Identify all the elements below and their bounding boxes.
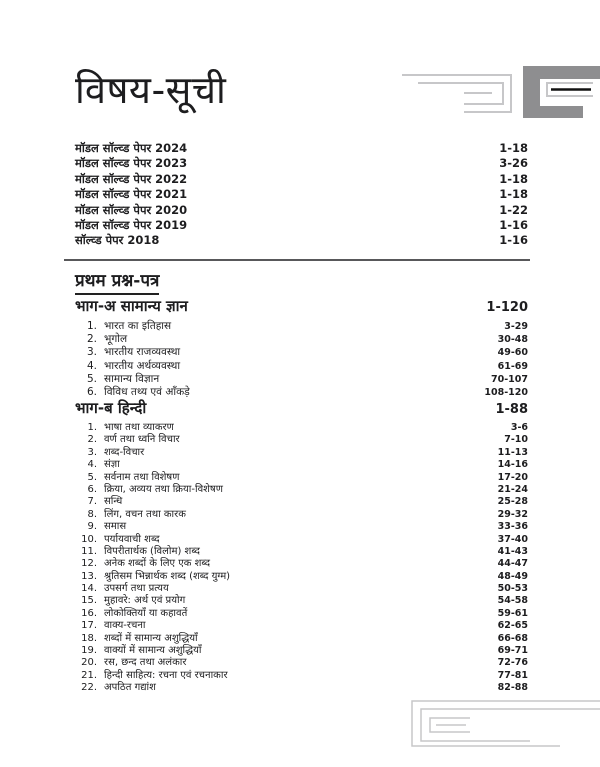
toc-item-pages: 77-81	[497, 669, 528, 681]
toc-item-pages: 41-43	[497, 545, 528, 557]
part-b-header	[75, 398, 528, 418]
toc-item-pages: 14-16	[497, 459, 528, 471]
toc-item-row	[75, 657, 528, 669]
toc-item-number: 2.	[86, 333, 97, 346]
toc-item-row	[75, 360, 528, 373]
toc-item-label: विपरीतार्थक (विलोम) शब्द	[104, 545, 200, 557]
toc-item-pages: 61-69	[497, 360, 528, 372]
ornament-outer-maze-line	[402, 75, 511, 112]
toc-item-pages: 49-60	[497, 347, 528, 359]
solved-paper-pages: 1-16	[499, 217, 528, 232]
solved-paper-row	[75, 218, 528, 233]
toc-item-pages: 82-88	[497, 682, 528, 694]
toc-item-pages: 29-32	[497, 508, 528, 520]
toc-item-row	[75, 434, 528, 446]
solved-paper-pages: 1-22	[499, 202, 528, 217]
toc-item-number: 6.	[87, 483, 97, 495]
toc-item-number: 9.	[87, 521, 97, 533]
toc-item-pages: 108-120	[484, 386, 528, 398]
toc-item-pages: 54-58	[497, 595, 528, 607]
toc-item-number: 20.	[81, 657, 97, 669]
exam-heading: प्रथम प्रश्न-पत्र	[75, 268, 159, 295]
ornament-outer-maze-line	[412, 701, 600, 746]
toc-item-pages: 3-29	[504, 321, 528, 332]
toc-item-pages: 48-49	[497, 570, 528, 582]
toc-item-row	[75, 373, 528, 386]
toc-item-number: 3.	[87, 446, 97, 458]
toc-item-label: समास	[104, 521, 127, 533]
toc-item-number: 4.	[86, 359, 97, 372]
toc-item-number: 7.	[87, 496, 97, 508]
toc-item-row	[75, 472, 528, 484]
part-a-header	[75, 296, 528, 316]
solved-paper-label: मॉडल सॉल्व्ड पेपर 2023	[75, 156, 188, 171]
toc-item-row	[75, 670, 528, 682]
toc-item-pages: 59-61	[497, 607, 528, 619]
part-b-title: भाग-ब हिन्दी	[75, 399, 147, 417]
toc-item-row	[75, 583, 528, 595]
toc-item-pages: 21-24	[497, 483, 528, 495]
toc-item-row	[75, 620, 528, 632]
corner-ornament-bottom-right-icon	[410, 697, 600, 749]
toc-item-label: विविध तथ्य एवं आँकड़े	[104, 385, 190, 398]
toc-item-number: 8.	[87, 508, 97, 520]
toc-item-label: शब्दों में सामान्य अशुद्धियाँ	[104, 632, 198, 644]
part-b-section	[75, 398, 528, 695]
toc-item-row	[75, 546, 528, 558]
toc-item-number: 5.	[86, 372, 97, 385]
toc-item-label: सर्वनाम तथा विशेषण	[104, 471, 180, 483]
toc-item-label: शब्द-विचार	[104, 446, 145, 458]
toc-item-pages: 37-40	[497, 533, 528, 545]
toc-item-row	[75, 633, 528, 645]
toc-item-row	[75, 459, 528, 471]
corner-ornament-top-right-icon	[400, 63, 600, 121]
toc-item-row	[75, 608, 528, 620]
toc-item-label: मुहावरे: अर्थ एवं प्रयोग	[104, 595, 186, 607]
solved-paper-label: सॉल्व्ड पेपर 2018	[75, 233, 160, 248]
toc-item-number: 22.	[81, 682, 97, 694]
part-a-section	[75, 296, 528, 399]
toc-item-pages: 25-28	[497, 496, 528, 508]
toc-item-label: रस, छन्द तथा अलंकार	[104, 657, 187, 669]
toc-item-pages: 7-10	[504, 434, 528, 446]
toc-item-label: हिन्दी साहित्य: रचना एवं रचनाकार	[104, 669, 228, 681]
toc-item-number: 19.	[81, 645, 97, 657]
part-a-pages: 1-120	[486, 300, 528, 315]
toc-item-label: भूगोल	[104, 333, 128, 346]
toc-item-row	[75, 333, 528, 346]
toc-item-pages: 66-68	[497, 632, 528, 644]
solved-paper-row	[75, 156, 528, 171]
toc-item-number: 14.	[81, 583, 97, 595]
solved-paper-pages: 1-18	[499, 141, 528, 155]
toc-item-label: क्रिया, अव्यय तथा क्रिया-विशेषण	[104, 483, 223, 495]
toc-item-row	[75, 595, 528, 607]
toc-item-label: पर्यायवाची शब्द	[104, 533, 160, 545]
toc-item-row	[75, 509, 528, 521]
toc-item-pages: 30-48	[497, 334, 528, 346]
toc-item-row	[75, 534, 528, 546]
toc-item-row	[75, 496, 528, 508]
toc-item-pages: 70-107	[491, 373, 528, 385]
solved-paper-row	[75, 172, 528, 187]
ornament-solid-bracket	[523, 66, 600, 118]
toc-item-label: सन्धि	[104, 496, 123, 508]
toc-item-pages: 17-20	[497, 471, 528, 483]
toc-item-row	[75, 484, 528, 496]
page-title: विषय-सूची	[75, 68, 227, 112]
solved-paper-row	[75, 203, 528, 218]
part-a-title: भाग-अ सामान्य ज्ञान	[75, 297, 188, 315]
part-a-items	[75, 320, 528, 399]
solved-paper-pages: 1-18	[499, 171, 528, 186]
toc-item-label: भारतीय राजव्यवस्था	[104, 346, 181, 359]
solved-paper-pages: 1-16	[499, 233, 528, 248]
toc-item-row	[75, 422, 528, 434]
toc-item-pages: 72-76	[497, 657, 528, 669]
toc-item-label: वर्ण तथा ध्वनि विचार	[104, 434, 180, 446]
toc-item-number: 4.	[87, 459, 97, 471]
part-b-pages: 1-88	[495, 402, 528, 417]
toc-item-number: 1.	[86, 320, 97, 332]
toc-item-number: 15.	[81, 595, 97, 607]
solved-paper-label: मॉडल सॉल्व्ड पेपर 2020	[75, 202, 188, 217]
toc-item-number: 5.	[87, 471, 97, 483]
solved-paper-label: मॉडल सॉल्व्ड पेपर 2021	[75, 187, 188, 202]
toc-item-row	[75, 571, 528, 583]
toc-item-number: 10.	[81, 533, 97, 545]
toc-item-label: श्रुतिसम भिन्नार्थक शब्द (शब्द युग्म)	[104, 570, 231, 582]
solved-paper-label: मॉडल सॉल्व्ड पेपर 2022	[75, 171, 188, 186]
toc-item-pages: 44-47	[497, 558, 528, 570]
toc-item-label: लिंग, वचन तथा कारक	[104, 508, 186, 520]
toc-item-number: 2.	[87, 434, 97, 446]
toc-item-number: 1.	[87, 422, 97, 433]
toc-item-number: 11.	[81, 545, 97, 557]
toc-item-label: उपसर्ग तथा प्रत्यय	[104, 583, 169, 595]
toc-item-row	[75, 320, 528, 333]
toc-item-label: भाषा तथा व्याकरण	[104, 422, 174, 433]
toc-item-row	[75, 558, 528, 570]
toc-item-number: 21.	[81, 669, 97, 681]
part-b-items	[75, 422, 528, 695]
toc-item-label: अपठित गद्यांश	[104, 682, 156, 694]
toc-item-pages: 69-71	[497, 645, 528, 657]
toc-item-label: भारत का इतिहास	[104, 320, 172, 332]
solved-paper-pages: 3-26	[499, 156, 528, 171]
toc-item-pages: 50-53	[497, 583, 528, 595]
solved-papers-list	[75, 141, 528, 249]
toc-item-number: 6.	[86, 385, 97, 398]
toc-item-pages: 3-6	[510, 422, 528, 433]
solved-paper-row	[75, 233, 528, 248]
toc-item-row	[75, 447, 528, 459]
toc-item-row	[75, 682, 528, 694]
solved-paper-label: मॉडल सॉल्व्ड पेपर 2019	[75, 217, 188, 232]
toc-item-number: 13.	[81, 570, 97, 582]
toc-item-pages: 11-13	[497, 446, 528, 458]
toc-item-row	[75, 645, 528, 657]
toc-item-number: 18.	[81, 632, 97, 644]
toc-item-row	[75, 521, 528, 533]
toc-item-number: 16.	[81, 607, 97, 619]
toc-item-label: अनेक शब्दों के लिए एक शब्द	[104, 558, 211, 570]
solved-paper-row	[75, 141, 528, 156]
toc-item-pages: 62-65	[497, 620, 528, 632]
section-divider	[64, 259, 530, 261]
solved-paper-row	[75, 187, 528, 202]
toc-item-label: वाक्यों में सामान्य अशुद्धियाँ	[104, 645, 202, 657]
toc-item-label: संज्ञा	[104, 459, 120, 471]
toc-item-number: 17.	[81, 620, 97, 632]
solved-paper-label: मॉडल सॉल्व्ड पेपर 2024	[75, 141, 188, 155]
toc-item-label: वाक्य-रचना	[104, 620, 146, 632]
toc-item-label: लोकोक्तियाँ या कहावतें	[104, 607, 188, 619]
toc-item-row	[75, 346, 528, 359]
toc-item-label: सामान्य विज्ञान	[104, 372, 160, 385]
toc-item-pages: 33-36	[497, 521, 528, 533]
toc-item-number: 3.	[86, 346, 97, 359]
toc-item-label: भारतीय अर्थव्यवस्था	[104, 359, 181, 372]
solved-paper-pages: 1-18	[499, 187, 528, 202]
toc-item-number: 12.	[81, 558, 97, 570]
